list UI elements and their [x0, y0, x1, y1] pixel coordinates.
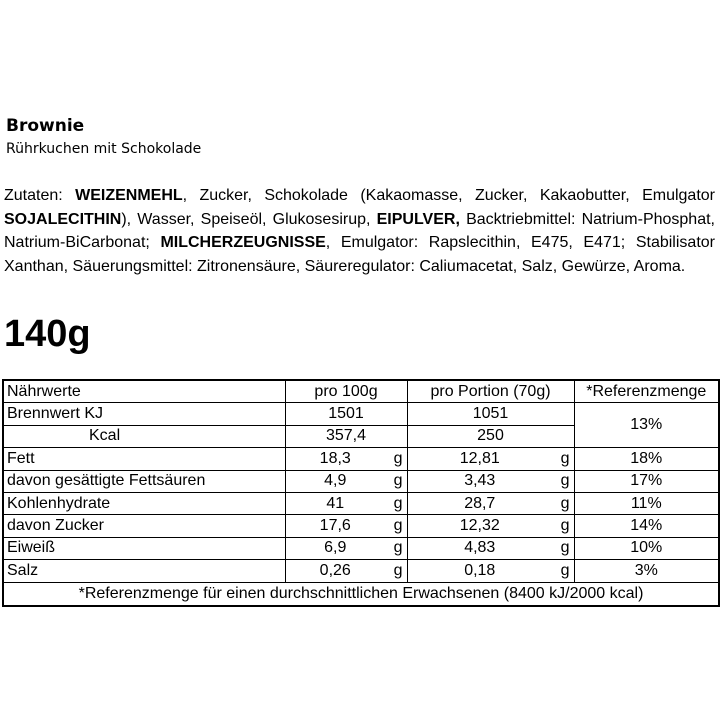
table-footnote-row: [3, 582, 719, 606]
nutrient-portion: 4,83: [407, 537, 552, 559]
nutrient-name: Salz: [3, 560, 285, 582]
table-row: [3, 492, 719, 514]
table-row: [3, 537, 719, 559]
ingredients-part: , Emulgator: Rapslecithin, E475, E471; Stabilisator Xanthan, Säuerungsmittel: Zitronensäure, Säureregulator: Caliumacetat, Salz, Gewürze, Aroma.: [4, 234, 715, 275]
nutrient-unit: g: [385, 560, 407, 582]
ingredients-text: [4, 184, 715, 278]
nutrient-per100: 17,6: [285, 515, 385, 537]
nutrient-per100: 4,9: [285, 470, 385, 492]
header-reference: *Referenzmenge: [574, 380, 719, 403]
nutrient-unit: g: [385, 492, 407, 514]
energy-reference: 13%: [574, 403, 719, 448]
table-row: [3, 515, 719, 537]
header-nutrient: Nährwerte: [3, 380, 285, 403]
nutrient-unit: g: [552, 515, 574, 537]
nutrient-unit: g: [552, 560, 574, 582]
nutrient-per100: 41: [285, 492, 385, 514]
net-weight: 140g: [4, 313, 91, 355]
energy-kj-per100: 1501: [285, 403, 407, 425]
nutrient-reference: 14%: [574, 515, 719, 537]
ingredients-label: Zutaten:: [4, 187, 76, 204]
nutrient-name: Kohlenhydrate: [3, 492, 285, 514]
nutrient-name: Eiweiß: [3, 537, 285, 559]
allergen-milk: MILCHERZEUGNISSE: [160, 234, 326, 252]
nutrient-name: Fett: [3, 448, 285, 470]
nutrient-portion: 12,32: [407, 515, 552, 537]
table-row: [3, 448, 719, 470]
nutrient-unit: g: [552, 470, 574, 492]
nutrient-portion: 0,18: [407, 560, 552, 582]
product-subtitle: Rührkuchen mit Schokolade: [6, 141, 202, 157]
nutrient-unit: g: [385, 537, 407, 559]
nutrition-table: [2, 379, 720, 607]
nutrient-reference: 10%: [574, 537, 719, 559]
header-per-portion: pro Portion (70g): [407, 380, 574, 403]
nutrient-name: davon gesättigte Fettsäuren: [3, 470, 285, 492]
energy-kcal-portion: 250: [407, 425, 574, 447]
energy-kj-portion: 1051: [407, 403, 574, 425]
nutrient-reference: 11%: [574, 492, 719, 514]
ingredients-part: ), Wasser, Speiseöl, Glukosesirup,: [121, 210, 377, 228]
nutrient-portion: 3,43: [407, 470, 552, 492]
energy-kcal-label: Kcal: [3, 425, 285, 447]
header-per100: pro 100g: [285, 380, 407, 403]
allergen-soy: SOJALECITHIN: [4, 210, 122, 228]
nutrient-unit: g: [552, 448, 574, 470]
nutrient-reference: 17%: [574, 470, 719, 492]
energy-kcal-per100: 357,4: [285, 425, 407, 447]
table-header-row: [3, 380, 719, 403]
nutrient-portion: 12,81: [407, 448, 552, 470]
nutrient-unit: g: [552, 492, 574, 514]
nutrient-unit: g: [552, 537, 574, 559]
table-row-energy-kj: [3, 403, 719, 425]
nutrient-name: davon Zucker: [3, 515, 285, 537]
product-title: Brownie: [6, 116, 85, 136]
table-row: [3, 560, 719, 582]
nutrient-per100: 6,9: [285, 537, 385, 559]
nutrient-per100: 0,26: [285, 560, 385, 582]
allergen-wheat: WEIZENMEHL: [75, 187, 183, 204]
ingredients-part: Backtriebmittel: Natrium-Phosphat, Natrium-BiCarbonat;: [4, 210, 715, 252]
nutrient-unit: g: [385, 515, 407, 537]
ingredients-part: , Zucker, Schokolade (Kakaomasse, Zucker, Kakaobutter, Emulgator: [182, 187, 715, 204]
nutrient-unit: g: [385, 448, 407, 470]
energy-kj-label: Brennwert KJ: [3, 403, 285, 425]
nutrient-portion: 28,7: [407, 492, 552, 514]
nutrient-reference: 3%: [574, 560, 719, 582]
reference-footnote: *Referenzmenge für einen durchschnittlichen Erwachsenen (8400 kJ/2000 kcal): [3, 582, 719, 606]
nutrient-reference: 18%: [574, 448, 719, 470]
allergen-egg: EIPULVER,: [376, 210, 460, 228]
table-row: [3, 470, 719, 492]
nutrient-per100: 18,3: [285, 448, 385, 470]
nutrient-unit: g: [385, 470, 407, 492]
